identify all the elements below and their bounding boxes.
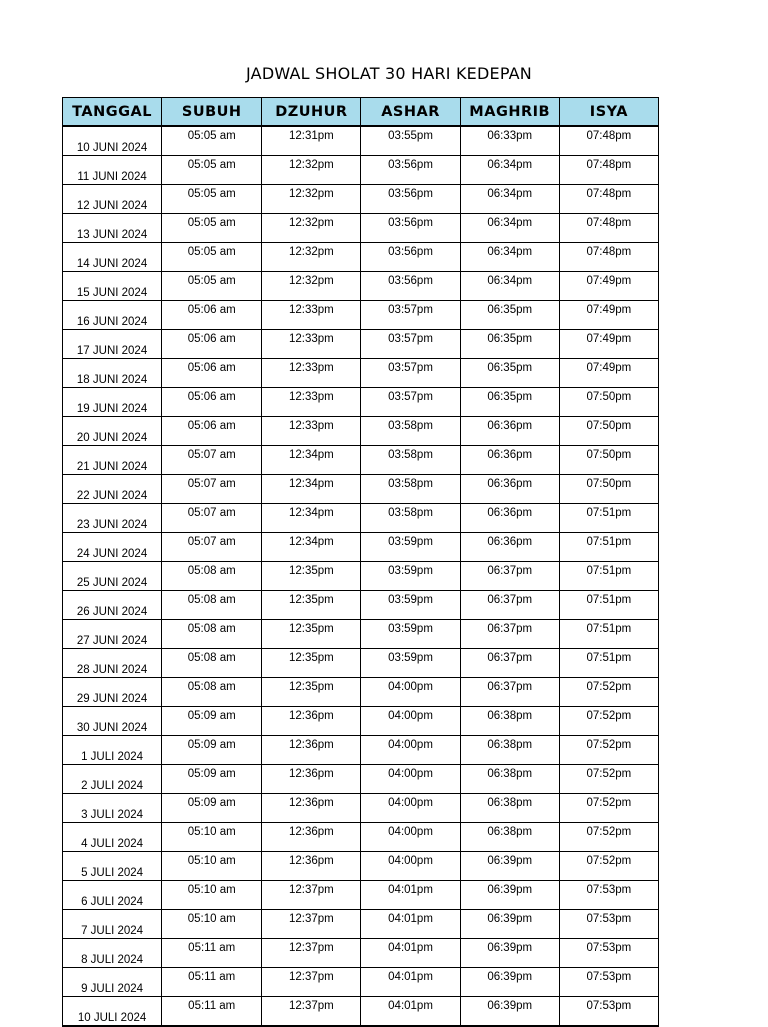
maghrib-cell: 06:34pm [460, 243, 559, 272]
table-header-row [63, 98, 659, 127]
maghrib-cell: 06:37pm [460, 591, 559, 620]
table-row [63, 504, 659, 533]
dzuhur-cell: 12:33pm [262, 417, 361, 446]
date-cell: 29 JUNI 2024 [63, 678, 162, 707]
maghrib-cell: 06:36pm [460, 417, 559, 446]
table-row [63, 968, 659, 997]
maghrib-cell: 06:38pm [460, 736, 559, 765]
isya-cell: 07:48pm [559, 126, 658, 156]
subuh-cell: 05:08 am [162, 562, 262, 591]
isya-cell: 07:52pm [559, 678, 658, 707]
date-cell: 24 JUNI 2024 [63, 533, 162, 562]
dzuhur-cell: 12:32pm [262, 156, 361, 185]
dzuhur-cell: 12:32pm [262, 185, 361, 214]
table-row [63, 562, 659, 591]
maghrib-cell: 06:39pm [460, 997, 559, 1027]
subuh-cell: 05:07 am [162, 446, 262, 475]
date-cell: 27 JUNI 2024 [63, 620, 162, 649]
date-cell: 17 JUNI 2024 [63, 330, 162, 359]
maghrib-cell: 06:34pm [460, 156, 559, 185]
date-cell: 14 JUNI 2024 [63, 243, 162, 272]
ashar-cell: 03:59pm [361, 649, 460, 678]
maghrib-cell: 06:37pm [460, 620, 559, 649]
maghrib-cell: 06:36pm [460, 446, 559, 475]
page-title: JADWAL SHOLAT 30 HARI KEDEPAN [246, 64, 532, 83]
table-row [63, 301, 659, 330]
subuh-cell: 05:09 am [162, 707, 262, 736]
table-row [63, 707, 659, 736]
date-cell: 8 JULI 2024 [63, 939, 162, 968]
ashar-cell: 04:00pm [361, 852, 460, 881]
column-header-subuh: SUBUH [162, 98, 262, 127]
date-cell: 6 JULI 2024 [63, 881, 162, 910]
ashar-cell: 03:56pm [361, 272, 460, 301]
maghrib-cell: 06:38pm [460, 707, 559, 736]
date-cell: 7 JULI 2024 [63, 910, 162, 939]
column-header-ashar: ASHAR [361, 98, 460, 127]
date-cell: 5 JULI 2024 [63, 852, 162, 881]
isya-cell: 07:51pm [559, 504, 658, 533]
date-cell: 9 JULI 2024 [63, 968, 162, 997]
dzuhur-cell: 12:33pm [262, 330, 361, 359]
dzuhur-cell: 12:34pm [262, 504, 361, 533]
subuh-cell: 05:07 am [162, 475, 262, 504]
isya-cell: 07:48pm [559, 214, 658, 243]
subuh-cell: 05:10 am [162, 823, 262, 852]
subuh-cell: 05:08 am [162, 678, 262, 707]
isya-cell: 07:51pm [559, 620, 658, 649]
date-cell: 28 JUNI 2024 [63, 649, 162, 678]
table-row [63, 185, 659, 214]
date-cell: 16 JUNI 2024 [63, 301, 162, 330]
subuh-cell: 05:06 am [162, 359, 262, 388]
date-cell: 2 JULI 2024 [63, 765, 162, 794]
ashar-cell: 03:59pm [361, 620, 460, 649]
subuh-cell: 05:07 am [162, 504, 262, 533]
ashar-cell: 03:56pm [361, 243, 460, 272]
maghrib-cell: 06:39pm [460, 852, 559, 881]
ashar-cell: 03:57pm [361, 330, 460, 359]
date-cell: 26 JUNI 2024 [63, 591, 162, 620]
isya-cell: 07:50pm [559, 475, 658, 504]
ashar-cell: 04:01pm [361, 881, 460, 910]
isya-cell: 07:51pm [559, 562, 658, 591]
ashar-cell: 03:57pm [361, 301, 460, 330]
isya-cell: 07:51pm [559, 591, 658, 620]
dzuhur-cell: 12:36pm [262, 794, 361, 823]
isya-cell: 07:50pm [559, 388, 658, 417]
dzuhur-cell: 12:32pm [262, 272, 361, 301]
dzuhur-cell: 12:36pm [262, 852, 361, 881]
dzuhur-cell: 12:36pm [262, 736, 361, 765]
subuh-cell: 05:05 am [162, 126, 262, 156]
table-row [63, 156, 659, 185]
maghrib-cell: 06:39pm [460, 968, 559, 997]
table-row [63, 475, 659, 504]
ashar-cell: 04:01pm [361, 910, 460, 939]
dzuhur-cell: 12:35pm [262, 678, 361, 707]
maghrib-cell: 06:35pm [460, 388, 559, 417]
table-row [63, 272, 659, 301]
ashar-cell: 03:57pm [361, 359, 460, 388]
date-cell: 13 JUNI 2024 [63, 214, 162, 243]
dzuhur-cell: 12:35pm [262, 591, 361, 620]
isya-cell: 07:48pm [559, 243, 658, 272]
ashar-cell: 03:58pm [361, 417, 460, 446]
subuh-cell: 05:08 am [162, 591, 262, 620]
isya-cell: 07:53pm [559, 910, 658, 939]
dzuhur-cell: 12:35pm [262, 620, 361, 649]
dzuhur-cell: 12:37pm [262, 968, 361, 997]
maghrib-cell: 06:38pm [460, 823, 559, 852]
maghrib-cell: 06:36pm [460, 504, 559, 533]
maghrib-cell: 06:33pm [460, 126, 559, 156]
dzuhur-cell: 12:35pm [262, 649, 361, 678]
dzuhur-cell: 12:34pm [262, 475, 361, 504]
date-cell: 15 JUNI 2024 [63, 272, 162, 301]
isya-cell: 07:49pm [559, 359, 658, 388]
table-row [63, 359, 659, 388]
ashar-cell: 04:01pm [361, 939, 460, 968]
subuh-cell: 05:06 am [162, 388, 262, 417]
ashar-cell: 03:59pm [361, 562, 460, 591]
date-cell: 19 JUNI 2024 [63, 388, 162, 417]
maghrib-cell: 06:39pm [460, 881, 559, 910]
ashar-cell: 03:55pm [361, 126, 460, 156]
table-row [63, 823, 659, 852]
maghrib-cell: 06:37pm [460, 562, 559, 591]
date-cell: 21 JUNI 2024 [63, 446, 162, 475]
isya-cell: 07:49pm [559, 330, 658, 359]
isya-cell: 07:50pm [559, 446, 658, 475]
subuh-cell: 05:05 am [162, 156, 262, 185]
isya-cell: 07:49pm [559, 272, 658, 301]
table-row [63, 881, 659, 910]
subuh-cell: 05:11 am [162, 968, 262, 997]
table-row [63, 620, 659, 649]
maghrib-cell: 06:34pm [460, 214, 559, 243]
isya-cell: 07:52pm [559, 852, 658, 881]
ashar-cell: 03:56pm [361, 156, 460, 185]
maghrib-cell: 06:39pm [460, 910, 559, 939]
maghrib-cell: 06:34pm [460, 185, 559, 214]
maghrib-cell: 06:35pm [460, 359, 559, 388]
subuh-cell: 05:07 am [162, 533, 262, 562]
isya-cell: 07:53pm [559, 968, 658, 997]
subuh-cell: 05:06 am [162, 301, 262, 330]
table-row [63, 243, 659, 272]
isya-cell: 07:52pm [559, 823, 658, 852]
subuh-cell: 05:09 am [162, 794, 262, 823]
table-row [63, 765, 659, 794]
dzuhur-cell: 12:33pm [262, 388, 361, 417]
ashar-cell: 04:00pm [361, 736, 460, 765]
dzuhur-cell: 12:32pm [262, 243, 361, 272]
subuh-cell: 05:10 am [162, 910, 262, 939]
subuh-cell: 05:05 am [162, 214, 262, 243]
ashar-cell: 04:00pm [361, 823, 460, 852]
dzuhur-cell: 12:37pm [262, 939, 361, 968]
subuh-cell: 05:05 am [162, 185, 262, 214]
dzuhur-cell: 12:36pm [262, 823, 361, 852]
table-row [63, 417, 659, 446]
isya-cell: 07:49pm [559, 301, 658, 330]
table-row [63, 736, 659, 765]
date-cell: 12 JUNI 2024 [63, 185, 162, 214]
date-cell: 30 JUNI 2024 [63, 707, 162, 736]
isya-cell: 07:48pm [559, 156, 658, 185]
maghrib-cell: 06:38pm [460, 794, 559, 823]
isya-cell: 07:53pm [559, 881, 658, 910]
isya-cell: 07:51pm [559, 533, 658, 562]
date-cell: 20 JUNI 2024 [63, 417, 162, 446]
subuh-cell: 05:11 am [162, 939, 262, 968]
subuh-cell: 05:05 am [162, 272, 262, 301]
maghrib-cell: 06:38pm [460, 765, 559, 794]
date-cell: 10 JUNI 2024 [63, 126, 162, 156]
table-row [63, 794, 659, 823]
maghrib-cell: 06:35pm [460, 301, 559, 330]
isya-cell: 07:52pm [559, 736, 658, 765]
maghrib-cell: 06:35pm [460, 330, 559, 359]
dzuhur-cell: 12:34pm [262, 446, 361, 475]
ashar-cell: 03:59pm [361, 533, 460, 562]
ashar-cell: 03:59pm [361, 591, 460, 620]
isya-cell: 07:52pm [559, 765, 658, 794]
ashar-cell: 04:00pm [361, 794, 460, 823]
ashar-cell: 03:57pm [361, 388, 460, 417]
prayer-schedule-table [62, 97, 659, 1027]
isya-cell: 07:52pm [559, 707, 658, 736]
ashar-cell: 03:58pm [361, 475, 460, 504]
maghrib-cell: 06:34pm [460, 272, 559, 301]
table-row [63, 214, 659, 243]
date-cell: 3 JULI 2024 [63, 794, 162, 823]
table-row [63, 678, 659, 707]
column-header-maghrib: MAGHRIB [460, 98, 559, 127]
isya-cell: 07:51pm [559, 649, 658, 678]
dzuhur-cell: 12:33pm [262, 301, 361, 330]
subuh-cell: 05:06 am [162, 330, 262, 359]
ashar-cell: 04:00pm [361, 678, 460, 707]
maghrib-cell: 06:36pm [460, 533, 559, 562]
maghrib-cell: 06:36pm [460, 475, 559, 504]
ashar-cell: 04:00pm [361, 707, 460, 736]
dzuhur-cell: 12:37pm [262, 881, 361, 910]
date-cell: 10 JULI 2024 [63, 997, 162, 1027]
dzuhur-cell: 12:35pm [262, 562, 361, 591]
table-row [63, 939, 659, 968]
table-row [63, 910, 659, 939]
isya-cell: 07:53pm [559, 939, 658, 968]
maghrib-cell: 06:37pm [460, 678, 559, 707]
subuh-cell: 05:08 am [162, 649, 262, 678]
dzuhur-cell: 12:36pm [262, 707, 361, 736]
maghrib-cell: 06:37pm [460, 649, 559, 678]
ashar-cell: 03:56pm [361, 185, 460, 214]
table-row [63, 126, 659, 156]
isya-cell: 07:52pm [559, 794, 658, 823]
subuh-cell: 05:06 am [162, 417, 262, 446]
dzuhur-cell: 12:36pm [262, 765, 361, 794]
dzuhur-cell: 12:37pm [262, 910, 361, 939]
ashar-cell: 03:58pm [361, 446, 460, 475]
column-header-tanggal: TANGGAL [63, 98, 162, 127]
table-row [63, 852, 659, 881]
dzuhur-cell: 12:34pm [262, 533, 361, 562]
ashar-cell: 03:56pm [361, 214, 460, 243]
ashar-cell: 04:01pm [361, 997, 460, 1027]
maghrib-cell: 06:39pm [460, 939, 559, 968]
table-row [63, 649, 659, 678]
date-cell: 4 JULI 2024 [63, 823, 162, 852]
dzuhur-cell: 12:37pm [262, 997, 361, 1027]
subuh-cell: 05:11 am [162, 997, 262, 1027]
table-body [63, 126, 659, 1026]
table-row [63, 997, 659, 1027]
date-cell: 18 JUNI 2024 [63, 359, 162, 388]
ashar-cell: 03:58pm [361, 504, 460, 533]
isya-cell: 07:48pm [559, 185, 658, 214]
isya-cell: 07:50pm [559, 417, 658, 446]
date-cell: 23 JUNI 2024 [63, 504, 162, 533]
date-cell: 22 JUNI 2024 [63, 475, 162, 504]
isya-cell: 07:53pm [559, 997, 658, 1027]
date-cell: 25 JUNI 2024 [63, 562, 162, 591]
subuh-cell: 05:10 am [162, 881, 262, 910]
dzuhur-cell: 12:33pm [262, 359, 361, 388]
table-row [63, 591, 659, 620]
table-row [63, 330, 659, 359]
dzuhur-cell: 12:32pm [262, 214, 361, 243]
subuh-cell: 05:09 am [162, 765, 262, 794]
subuh-cell: 05:10 am [162, 852, 262, 881]
date-cell: 1 JULI 2024 [63, 736, 162, 765]
date-cell: 11 JUNI 2024 [63, 156, 162, 185]
table-row [63, 446, 659, 475]
column-header-isya: ISYA [559, 98, 658, 127]
ashar-cell: 04:00pm [361, 765, 460, 794]
ashar-cell: 04:01pm [361, 968, 460, 997]
subuh-cell: 05:08 am [162, 620, 262, 649]
subuh-cell: 05:05 am [162, 243, 262, 272]
dzuhur-cell: 12:31pm [262, 126, 361, 156]
column-header-dzuhur: DZUHUR [262, 98, 361, 127]
table-row [63, 533, 659, 562]
subuh-cell: 05:09 am [162, 736, 262, 765]
table-row [63, 388, 659, 417]
